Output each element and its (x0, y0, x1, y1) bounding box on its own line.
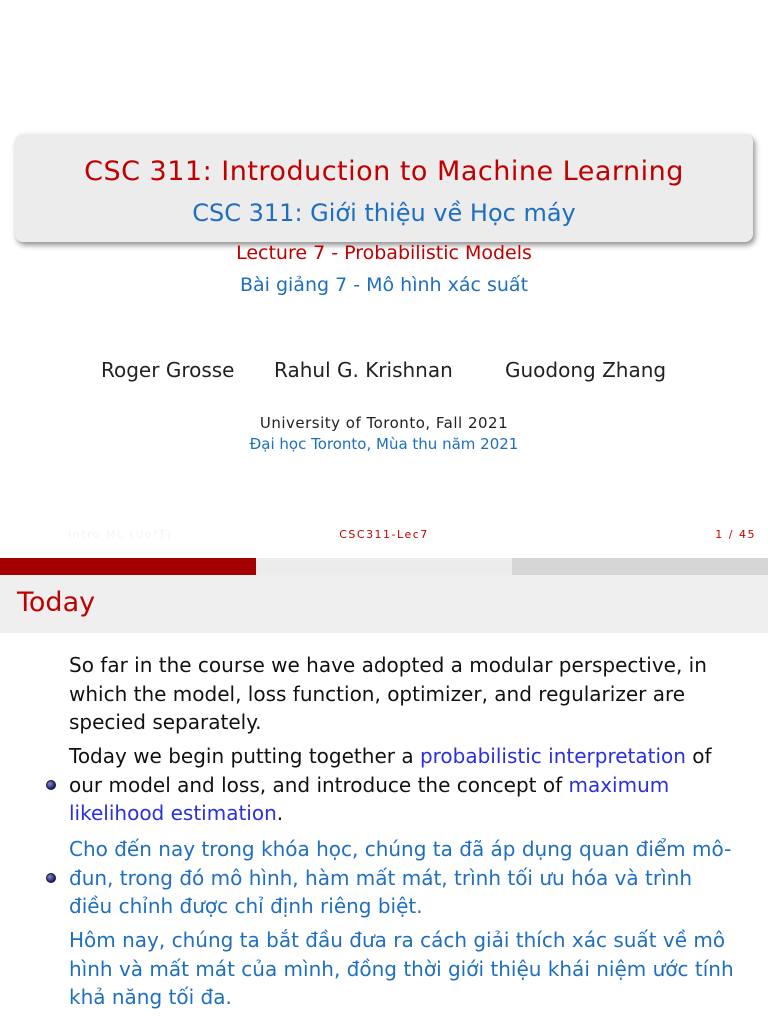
text-run: Today we begin putting together a (69, 744, 420, 768)
bullet-icon (46, 780, 56, 790)
page-number: 1 / 45 (715, 528, 756, 541)
paragraph-modular: So far in the course we have adopted a modular perspective, in which the model, loss function, optimizer, and regularizer are specied separately. (69, 653, 707, 734)
footer-left: Intro ML (UofT) (68, 528, 173, 541)
university-vi: Đại học Toronto, Mùa thu năm 2021 (249, 435, 519, 453)
lecture-title-en: Lecture 7 - Probabilistic Models (236, 242, 532, 264)
progress-segment-active (0, 558, 256, 575)
university-en: University of Toronto, Fall 2021 (259, 414, 509, 432)
author-grosse: Roger Grosse (101, 358, 235, 382)
author-krishnan: Rahul G. Krishnan (274, 358, 453, 382)
text-run: . (276, 801, 284, 825)
progress-segment (512, 558, 768, 575)
slide-title: Today (17, 587, 96, 618)
progress-segment (256, 558, 512, 575)
paragraph-probabilistic-vi: Hôm nay, chúng ta bắt đầu đưa ra cách giải thích xác suất về mô hình và mất mát của mình, đồng thời giới thiệu khái niệm ước tính khả năng tối đa. (69, 928, 734, 1009)
course-title-en: CSC 311: Introduction to Machine Learning (84, 156, 684, 187)
slide-header (0, 575, 768, 633)
bullet-icon (46, 873, 56, 883)
text-run: of our model and loss, and introduce the concept of (69, 744, 712, 797)
footer-center: CSC311-Lec7 (339, 528, 429, 541)
paragraph-probabilistic (69, 742, 739, 828)
section-progress-bar (0, 558, 768, 575)
lecture-title-vi: Bài giảng 7 - Mô hình xác suất (239, 274, 529, 296)
author-zhang: Guodong Zhang (505, 358, 667, 382)
term-probabilistic-interpretation: probabilistic interpretation (419, 744, 686, 768)
term-maximum-likelihood: maximum likelihood estimation (69, 772, 670, 825)
course-title-vi: CSC 311: Giới thiệu về Học máy (192, 199, 576, 227)
paragraph-modular-vi: Cho đến nay trong khóa học, chúng ta đã áp dụng quan điểm mô-đun, trong đó mô hình, hàm mất mát, trình tối ưu hóa và trình điều chỉnh được chỉ định riêng biệt. (69, 837, 732, 918)
